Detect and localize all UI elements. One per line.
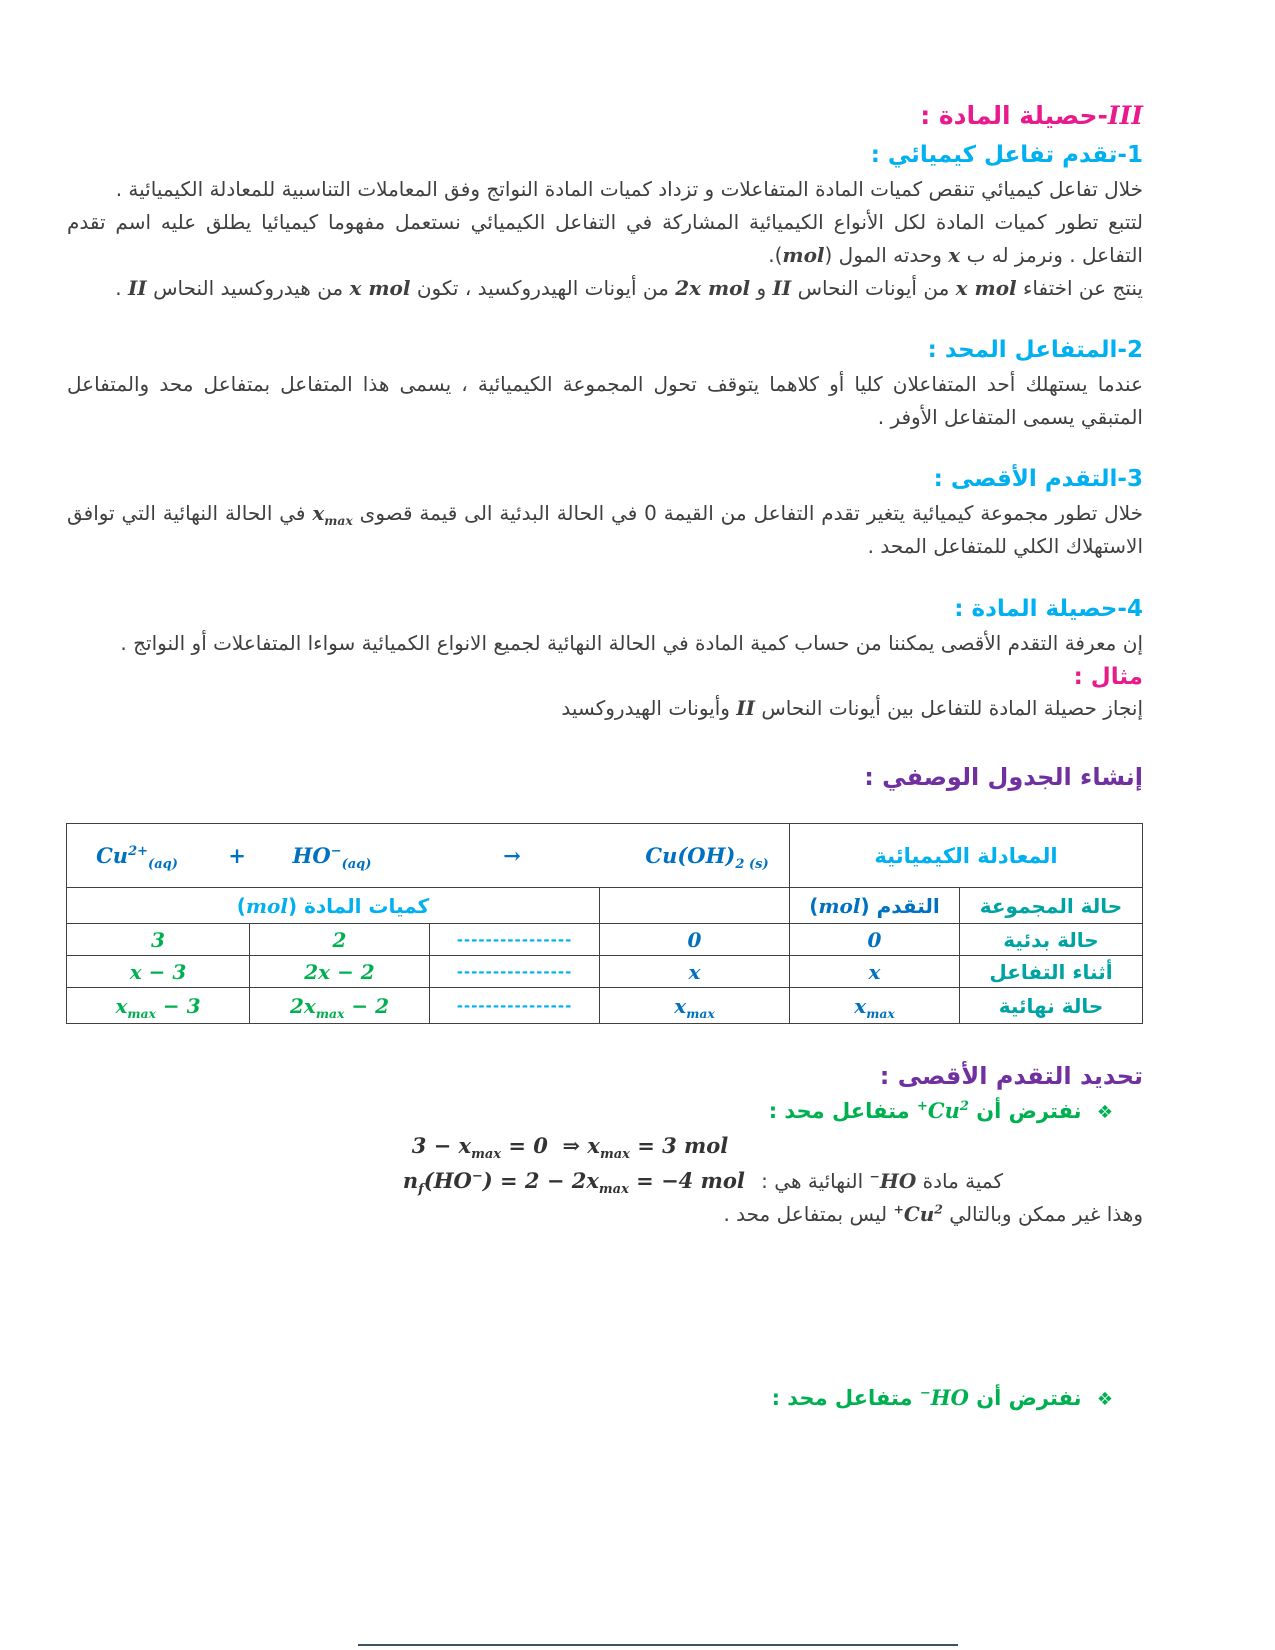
descriptive-table xyxy=(66,823,1143,1024)
section-3-paragraph-1: خلال تطور مجموعة كيميائية يتغير تقدم التفاعل من القيمة 0 في الحالة البدئية الى قيمة قصوى $x_{max}$ في الحالة النهائية التي توافق الاستهلاك الكلي للمتفاعل المحد . xyxy=(67,501,1143,558)
reactant2-amount: 2 xyxy=(250,924,430,956)
reactant2-amount: $2 - 2x_{max}$ xyxy=(250,988,430,1024)
section-1-paragraph-1: خلال تفاعل كيميائي تنقص كميات المادة المتفاعلات و تزداد كميات المادة النواتج وفق المعاملات التناسبية للمعادلة الكيميائية . xyxy=(115,177,1143,201)
dashes-cell: ---------------- xyxy=(430,956,600,988)
product-amount: 0 xyxy=(600,924,790,956)
diamond-bullet-icon: ❖ xyxy=(1096,1389,1113,1410)
reactant1-amount: $3 - x_{max}$ xyxy=(67,988,250,1024)
section-4-heading: 4-حصيلة المادة : xyxy=(954,596,1143,622)
chemical-equation xyxy=(67,843,789,873)
product-formula: $Cu(OH)_{2 (s)}$ xyxy=(645,843,769,873)
assumption-ho-text: نفترض أن HO− متفاعل محد : xyxy=(771,1385,1082,1410)
section-1-paragraph-3: ينتج عن اختفاء x mol من أيونات النحاس II و 2x mol من أيونات الهيدروكسيد ، تكون x mol من هيدروكسيد النحاس II . xyxy=(115,276,1143,300)
progress-column-header: التقدم (mol) xyxy=(790,888,960,924)
table-row-during-reaction xyxy=(67,956,1143,988)
product-amount: $x_{max}$ xyxy=(600,988,790,1024)
dashes-cell: ---------------- xyxy=(430,924,600,956)
example-label: مثال : xyxy=(1073,664,1143,690)
amounts-column-header: كميات المادة (mol) xyxy=(67,888,600,924)
section-2-paragraph-1: عندما يستهلك أحد المتفاعلان كليا أو كلاهما يتوقف تحول المجموعة الكيميائية ، يسمى هذا المتفاعل بمتفاعل محد والمتفاعل المتبقي يسمى المتفاعل الأوفر . xyxy=(67,372,1143,429)
next-table-top-border xyxy=(358,1644,958,1646)
dashes-cell: ---------------- xyxy=(430,988,600,1024)
table-row-final-state xyxy=(67,988,1143,1024)
empty-cell xyxy=(600,888,790,924)
reactant1-amount: 3 − x xyxy=(67,956,250,988)
product-amount: x xyxy=(600,956,790,988)
ho-final-amount-text: كمية مادة HO− النهائية هي : xyxy=(761,1168,1003,1193)
reactant2-amount: 2 − 2x xyxy=(250,956,430,988)
doc-title: III-حصيلة المادة : xyxy=(920,101,1143,130)
section-2-heading: 2-المتفاعل المحد : xyxy=(927,337,1143,363)
reactant1-amount: 3 xyxy=(67,924,250,956)
section-4-paragraph-1: إن معرفة التقدم الأقصى يمكننا من حساب كمية المادة في الحالة النهائية لجميع الانواع الكميائية سواءا المتفاعلات أو النواتج . xyxy=(120,631,1143,655)
table-row-initial-state xyxy=(67,924,1143,956)
plus-sign: + xyxy=(228,843,246,868)
row-state-label: حالة بدئية xyxy=(960,924,1143,956)
table-header-row xyxy=(67,888,1143,924)
row-state-label: أثناء التفاعل xyxy=(960,956,1143,988)
nf-ho-equation: $n_f(HO^-) = 2 - 2x_{max} = -4$ mol xyxy=(402,1168,745,1198)
assumption-ho-bullet xyxy=(67,1381,1143,1416)
row-state-label: حالة نهائية xyxy=(960,988,1143,1024)
max-progress-heading: تحديد التقدم الأقصى : xyxy=(879,1062,1143,1090)
equation-label-cell: المعادلة الكيميائية xyxy=(790,824,1143,888)
state-column-header: حالة المجموعة xyxy=(960,888,1143,924)
section-1-paragraph-2: لتتبع تطور كميات المادة لكل الأنواع الكيميائية المشاركة في التفاعل الكيميائي نستعمل مفهوما كيميائيا يطلق عليه اسم تقدم التفاعل . ونرمز له ب x وحدته المول (mol). xyxy=(67,210,1143,267)
section-3-heading: 3-التقدم الأقصى : xyxy=(933,466,1143,492)
progress-value: x xyxy=(790,956,960,988)
table-section-heading: إنشاء الجدول الوصفي : xyxy=(864,763,1143,791)
ho-final-amount-line xyxy=(67,1164,1143,1198)
reactant2-formula: $HO^-_{(aq)}$ xyxy=(292,843,372,873)
section-1-heading: 1-تقدم تفاعل كيميائي : xyxy=(870,142,1143,168)
reactant1-formula: $Cu^{2+}_{(aq)}$ xyxy=(96,843,178,873)
conclusion-text: وهذا غير ممكن وبالتالي $Cu^{2+}$ ليس بمتفاعل محد . xyxy=(723,1201,1143,1226)
assumption-cu-bullet xyxy=(67,1094,1143,1129)
example-text: إنجاز حصيلة المادة للتفاعل بين أيونات النحاس II وأيونات الهيدروكسيد xyxy=(561,696,1143,720)
diamond-bullet-icon: ❖ xyxy=(1096,1102,1113,1123)
reaction-arrow: → xyxy=(503,843,521,868)
xmax-equation: $3 - x_{max} = 0$ ⇒ $x_{max} = 3$ mol xyxy=(411,1133,729,1163)
assumption-cu-text: نفترض أن $Cu^{2+}$ متفاعل محد : xyxy=(768,1098,1082,1123)
progress-value: 0 xyxy=(790,924,960,956)
document-content xyxy=(67,0,1143,1416)
equation-row xyxy=(67,824,1143,888)
progress-value: $x_{max}$ xyxy=(790,988,960,1024)
equation-cell xyxy=(67,824,790,888)
xmax-equation-line xyxy=(32,1129,1108,1164)
